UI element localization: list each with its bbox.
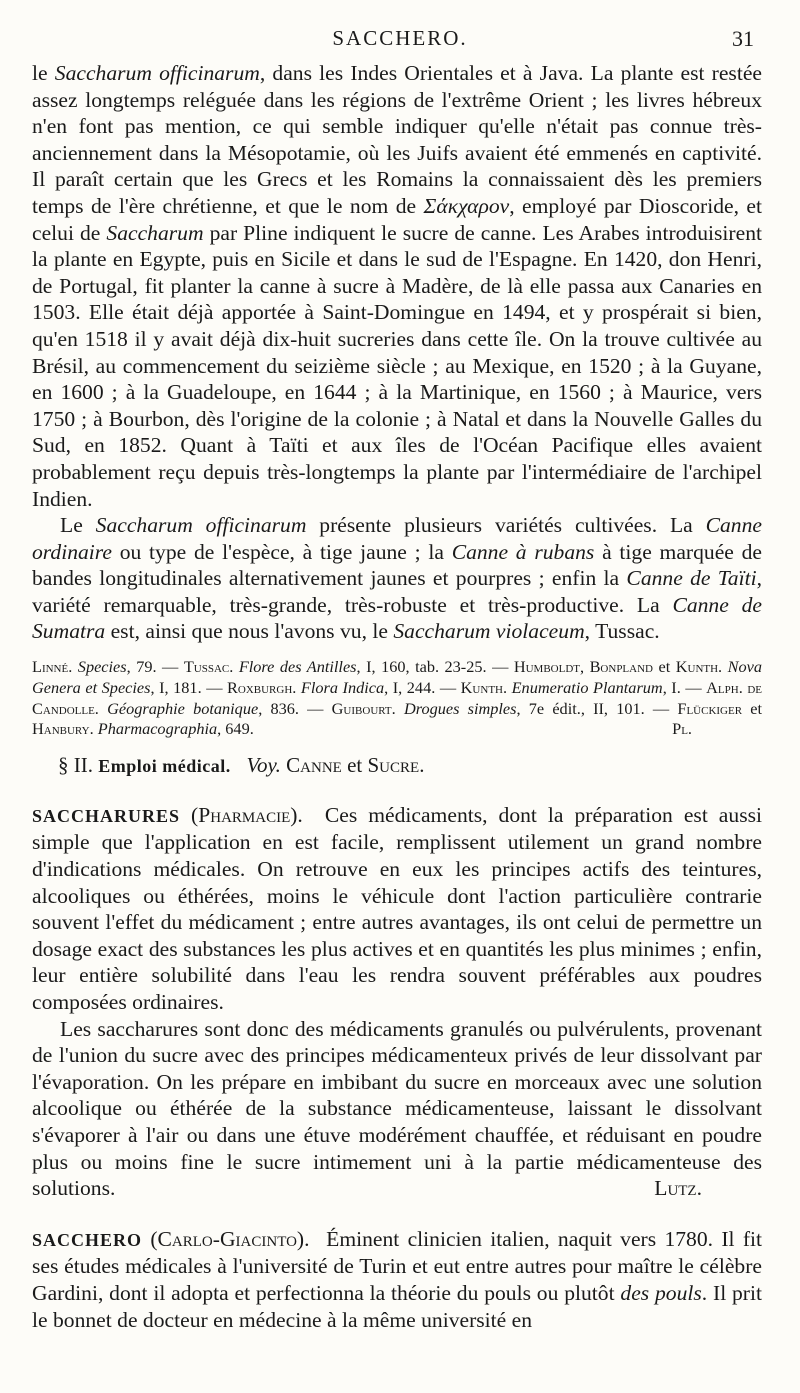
author-signature: Lutz.: [654, 1176, 702, 1201]
text-run: Éminent clinicien italien, naquit vers 1780. Il fit ses études médicales à l'université de Turin et eut entre autres pour maître le célèbre Gardini, dont il adopta et perfectionna la théorie du pouls ou plutôt: [32, 1226, 763, 1305]
article-body: [32, 60, 762, 1333]
text-run: , employé par Dioscoride, et celui de: [32, 193, 763, 245]
work-title: Drogues simples: [403, 698, 517, 718]
work-title: Flore des Antilles: [238, 657, 357, 677]
author: Tussac.: [183, 657, 234, 677]
text-run: par Pline indiquent le sucre de canne. Les Arabes introduisirent la plante en Egypte, puis en Sicile et dans le sud de l'Espagne. En 1420, don Henri, de Portugal, fit planter la canne à sucre à Madère, de là elle passa aux Canaries en 1503. Elle était déjà apportée à Saint-Domingue en 1494, et y prospérait si bien, qu'en 1518 il y avait déjà dix-huit sucreries dans cette île. On la trouve cultivée au Brésil, au commencement du seizième siècle ; au Mexique, en 1520 ; à la Guyane, en 1600 ; à la Guadeloupe, en 1644 ; à la Martinique, en 1560 ; à Maurice, vers 1750 ; à Bourbon, dès l'origine de la colonie ; à Natal et dans la Nouvelle Galles du Sud, en 1852. Quant à Taïti et aux îles de l'Océan Pacifique elles avaient probablement reçu depuis très-longtemps la plante par l'intermédiaire de l'archipel Indien.: [32, 220, 762, 511]
text-run: est, ainsi que nous l'avons vu, le: [105, 619, 394, 644]
author: Linné.: [32, 657, 73, 677]
text-run: Les saccharures sont donc des médicaments granulés ou pulvérulents, provenant de l'union du sucre avec des principes médicamenteux privés de leur dissolvant par l'évaporation. On les prépare en imbibant du sucre en morceaux avec une solution alcoolique ou éthérée de la substance médicamenteuse, laissant le dissolvant s'évaporer à l'air ou dans une étuve modérément chauffée, et réduisant en poudre plus ou moins fine le sucre intimement uni à la partie médicamenteuse des solutions.: [32, 1016, 762, 1201]
author: Kunth.: [675, 657, 723, 677]
text-run: [396, 699, 404, 718]
paragraph-varieties: [32, 512, 762, 645]
section-number: § II.: [58, 753, 93, 778]
italic-term: Canne de Taïti: [626, 566, 757, 591]
text-run: Le: [60, 513, 96, 538]
text-run: , dans les Indes Orientales et à Java. La plante est restée assez longtemps reléguée dans les régions de l'extrême Orient ; les livres hébreux n'en font pas mention, ce qui semble indiquer qu'elle n'était pas connue très-anciennement dans la Mésopotamie, où les Juifs avaient été emmenés en captivité. Il paraît certain que les Grecs et les Romains la connaissaient dès les premiers temps de l'ère chrétienne, et que le nom de: [32, 61, 762, 218]
italic-term: Canne à rubans: [451, 539, 595, 564]
section-label: Emploi médical.: [98, 756, 231, 777]
author: Roxburgh.: [227, 677, 297, 697]
text-run: [99, 699, 107, 718]
text-run: , I, 181. —: [150, 677, 228, 697]
text-run: , I. —: [662, 677, 707, 697]
entry-sacchero: [32, 1226, 762, 1333]
author: Alph. de Candolle.: [32, 677, 762, 718]
text-run: , variété remarquable, très-grande, très-robuste et très-productive. La: [32, 566, 762, 617]
text-run: , Tussac.: [584, 619, 660, 644]
entry-gap: [32, 1202, 762, 1226]
entry-headword: SACCHARURES: [32, 805, 181, 826]
cross-ref-canne: Canne: [286, 753, 342, 778]
cross-ref-voy: Voy.: [246, 753, 281, 778]
italic-term: Saccharum officinarum: [95, 513, 307, 538]
greek-term: Σάκχαρον: [423, 193, 510, 218]
text-run: ou type de l'espèce, à tige jaune ; la: [111, 539, 452, 564]
work-title: Nova Genera et Species: [32, 657, 763, 697]
running-title: SACCHERO.: [332, 26, 468, 50]
section-heading: [32, 752, 762, 780]
author: Kunth.: [460, 677, 508, 697]
italic-term: Saccharum: [106, 220, 204, 245]
text-run: .: [419, 753, 425, 778]
work-title: Géographie botanique: [107, 698, 259, 718]
text-run: , I, 244. —: [384, 677, 461, 697]
italic-term: Saccharum violaceum: [393, 619, 585, 644]
cross-ref-sucre: Sucre: [367, 753, 420, 778]
text-run: , 79. —: [126, 657, 184, 677]
text-run: , I, 160, tab. 23-25. —: [356, 657, 514, 677]
text-run: et: [347, 753, 363, 778]
italic-term: des pouls: [620, 1280, 702, 1305]
author: Hanbury.: [32, 719, 94, 739]
italic-term: Canne de Sumatra: [32, 592, 762, 644]
bibliography: [32, 657, 762, 740]
author: Guibourt.: [331, 698, 396, 718]
entry-subject: (Pharmacie).: [191, 802, 303, 827]
work-title: Species: [77, 657, 127, 677]
text-run: à tige marquée de bandes longitudinales alternativement jaunes et pourpres ; enfin la: [32, 539, 762, 591]
author: Humboldt, Bonpland: [513, 657, 653, 677]
text-run: le: [32, 61, 55, 85]
entry-subject: (Carlo-Giacinto).: [150, 1226, 310, 1251]
paragraph-history: [32, 60, 762, 512]
paragraph-saccharures-2: [32, 1016, 762, 1202]
work-title: Enumeratio Plantarum: [511, 677, 663, 697]
entry-saccharures: [32, 802, 762, 1016]
work-title: Pharmacographia: [97, 719, 218, 739]
text-run: présente plusieurs variétés cultivées. La: [306, 513, 706, 538]
text-run: , 836. —: [258, 698, 332, 718]
text-run: , 649.: [217, 719, 254, 739]
text-run: , 7e édit., II, 101. —: [516, 698, 678, 718]
page-number: 31: [732, 26, 754, 51]
text-run: et: [742, 698, 763, 718]
author: Flückiger: [677, 698, 743, 718]
page-header: [0, 20, 800, 60]
italic-term: Canne ordinaire: [32, 513, 762, 564]
text-run: . Il prit le bonnet de docteur en médecine à la même université en: [32, 1280, 762, 1332]
entry-headword: SACCHERO: [32, 1229, 143, 1250]
text-run: Ces médicaments, dont la préparation est aussi simple que l'application en est facile, remplissent utilement un grand nombre d'indications médicales. On retrouve en eux les principes actifs des teintures, alcooliques ou éthérées, moins le véhicule dont l'action particulière contrarie souvent l'effet du médicament ; entre autres avantages, ils ont celui de permettre un dosage exact des substances les plus actives et en quantités les plus minimes ; enfin, leur entière solubilité dans l'eau les rendra souvent préférables aux poudres composées ordinaires.: [32, 802, 762, 1014]
italic-term: Saccharum officinarum: [54, 61, 260, 85]
text-run: et: [653, 657, 676, 677]
author-signature: Pl.: [672, 719, 692, 739]
work-title: Flora Indica: [300, 677, 385, 697]
